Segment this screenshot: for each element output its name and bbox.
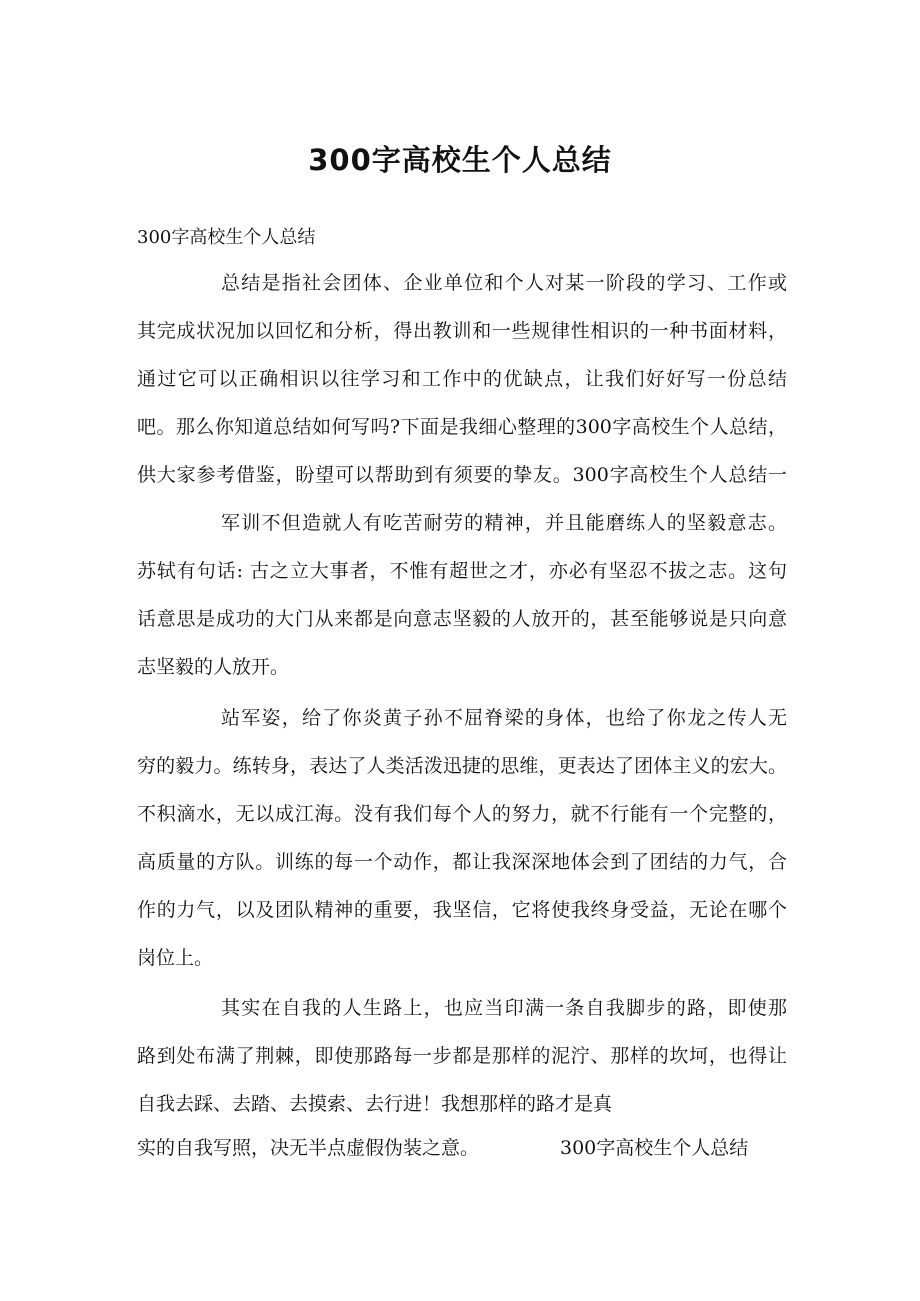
paragraph-line: 总结是指社会团体、企业单位和个人对某一阶段的学习、工作或	[221, 272, 787, 294]
paragraph-3	[137, 694, 787, 982]
document-subtitle: 300字高校生个人总结	[137, 227, 316, 248]
paragraph-line: 话意思是成功的大门从来都是向意志坚毅的人放开的，甚至能够说是只向意	[137, 608, 787, 630]
paragraph-line: 其实在自我的人生路上，也应当印满一条自我脚步的路，即使那	[221, 997, 787, 1019]
paragraph-line: 岗位上。	[137, 947, 214, 969]
document-title: 300字高校生个人总结	[308, 143, 612, 177]
paragraph-line: 自我去踩、去踏、去摸索、去行进！我想那样的路才是真	[137, 1093, 613, 1115]
paragraph-line: 站军姿，给了你炎黄子孙不屈脊梁的身体，也给了你龙之传人无	[221, 707, 787, 729]
paragraph-line: 路到处布满了荆棘，即使那路每一步都是那样的泥泞、那样的坎坷，也得让	[137, 1045, 787, 1067]
paragraph-line: 不积滴水，无以成江海。没有我们每个人的努力，就不行能有一个完整的，	[137, 803, 787, 825]
closing-text: 实的自我写照，决无半点虚假伪装之意。	[137, 1137, 480, 1159]
paragraph-line: 苏轼有句话: 古之立大事者，不惟有超世之才，亦必有坚忍不拔之志。这句	[137, 560, 787, 582]
paragraph-1	[137, 259, 787, 499]
paragraph-line: 志坚毅的人放开。	[137, 656, 290, 678]
paragraph-2	[137, 499, 787, 691]
paragraph-line: 吧。那么你知道总结如何写吗?下面是我细心整理的300字高校生个人总结，	[137, 416, 787, 438]
paragraph-line: 高质量的方队。训练的每一个动作，都让我深深地体会到了团结的力气，合	[137, 851, 787, 873]
paragraph-line: 通过它可以正确相识以往学习和工作中的优缺点，让我们好好写一份总结	[137, 368, 787, 390]
paragraph-line: 其完成状况加以回忆和分析，得出教训和一些规律性相识的一种书面材料，	[137, 320, 787, 342]
paragraph-line: 供大家参考借鉴，盼望可以帮助到有须要的挚友。300字高校生个人总结一	[137, 464, 787, 486]
paragraph-line: 穷的毅力。练转身，表达了人类活泼迅捷的思维，更表达了团体主义的宏大。	[137, 755, 787, 777]
closing-line	[137, 1133, 787, 1163]
paragraph-4	[137, 984, 787, 1128]
paragraph-line: 军训不但造就人有吃苦耐劳的精神，并且能磨练人的坚毅意志。	[221, 512, 787, 534]
paragraph-line: 作的力气，以及团队精神的重要，我坚信，它将使我终身受益，无论在哪个	[137, 899, 787, 921]
closing-heading: 300字高校生个人总结	[560, 1137, 749, 1159]
